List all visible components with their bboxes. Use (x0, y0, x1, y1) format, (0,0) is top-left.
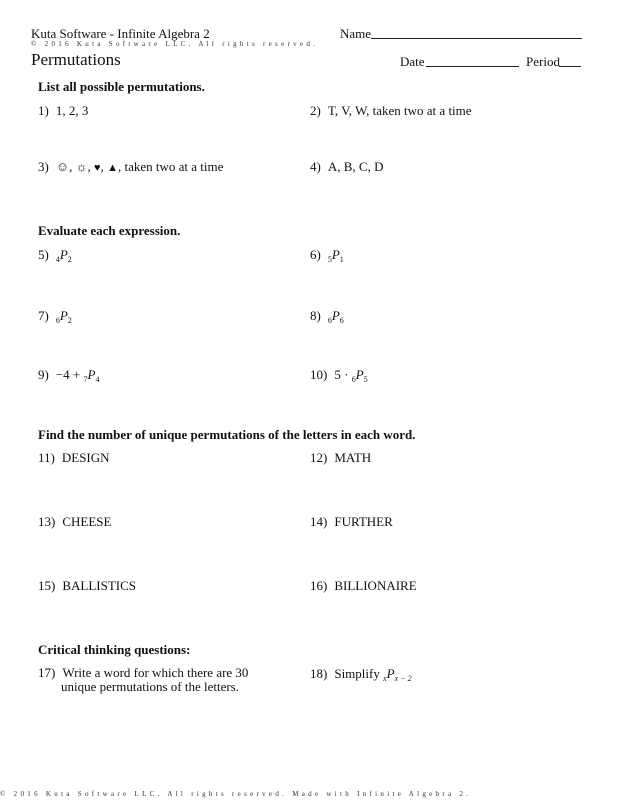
question-7 (38, 308, 72, 324)
perm-n: 7 (83, 375, 88, 384)
question-text: , taken two at a time (117, 159, 224, 174)
question-number: 15) (38, 578, 56, 593)
section-instruction: List all possible permutations. (38, 79, 205, 94)
question-9 (38, 367, 99, 383)
name-blank-line[interactable] (371, 38, 582, 39)
question-number: 1) (38, 103, 49, 118)
perm-n: 4 (55, 255, 60, 264)
question-number: 8) (310, 308, 321, 323)
question-11 (38, 450, 110, 466)
perm-symbol: P (331, 247, 340, 262)
perm-r: 5 (363, 375, 368, 384)
question-text: A, B, C, D (327, 159, 384, 174)
perm-r: 6 (339, 316, 344, 325)
question-13 (38, 514, 111, 530)
question-1 (38, 103, 88, 119)
question-number: 17) (38, 665, 56, 680)
perm-symbol: P (59, 308, 68, 323)
question-text: DESIGN (61, 450, 110, 465)
question-16 (310, 578, 417, 594)
perm-symbol: P (59, 247, 68, 262)
heart-icon: ♥ (94, 162, 101, 174)
expression-prefix: 5 · (334, 367, 352, 382)
question-number: 11) (38, 450, 55, 465)
perm-symbol: P (87, 367, 96, 382)
perm-n: 5 (327, 255, 332, 264)
question-number: 13) (38, 514, 56, 529)
question-number: 16) (310, 578, 328, 593)
perm-n: 6 (327, 316, 332, 325)
perm-r: 2 (67, 316, 72, 325)
perm-symbol: P (355, 367, 364, 382)
question-text: BALLISTICS (62, 578, 137, 593)
question-5 (38, 247, 72, 263)
question-3: 3) ☺, ☼, ♥, ▲, taken two at a time (38, 159, 224, 174)
section-instruction: Critical thinking questions: (38, 642, 191, 657)
section-instruction: Evaluate each expression. (38, 223, 181, 238)
question-15 (38, 578, 136, 594)
sun-icon: ☼ (75, 159, 88, 174)
period-label: Period (526, 54, 560, 69)
perm-r: 2 (67, 255, 72, 264)
question-text: T, V, W, taken two at a time (327, 103, 472, 118)
copyright-top: © 2016 Kuta Software LLC. All rights reserved. (31, 40, 319, 48)
perm-symbol: P (331, 308, 340, 323)
perm-symbol: P (386, 666, 395, 681)
software-title: Kuta Software - Infinite Algebra 2 (31, 26, 210, 41)
perm-n: 6 (55, 316, 60, 325)
question-number: 2) (310, 103, 321, 118)
smiley-icon: ☺ (55, 159, 70, 174)
perm-n: x (383, 674, 387, 683)
perm-n: 6 (351, 375, 356, 384)
perm-r: 4 (95, 375, 100, 384)
question-number: 3) (38, 159, 49, 174)
expression-prefix: −4 + (55, 367, 84, 382)
date-blank-line[interactable] (426, 66, 519, 67)
question-2 (310, 103, 472, 119)
period-blank-line[interactable] (559, 66, 581, 67)
name-label: Name (340, 26, 372, 41)
question-text: FURTHER (334, 514, 393, 529)
question-number: 4) (310, 159, 321, 174)
question-text-line1: Write a word for which there are 30 (62, 665, 249, 680)
question-text: CHEESE (62, 514, 112, 529)
question-number: 18) (310, 666, 328, 681)
question-10 (310, 367, 368, 383)
question-text: BILLIONAIRE (334, 578, 417, 593)
question-number: 14) (310, 514, 328, 529)
expression-prefix: Simplify (334, 666, 384, 681)
question-number: 6) (310, 247, 321, 262)
question-12 (310, 450, 371, 466)
question-18 (310, 666, 412, 682)
triangle-icon: ▲ (107, 162, 118, 174)
perm-r: 1 (339, 255, 344, 264)
question-number: 7) (38, 308, 49, 323)
date-label: Date (400, 54, 425, 69)
question-text: 1, 2, 3 (55, 103, 89, 118)
footer-copyright: © 2016 Kuta Software LLC. All rights reserved. Made with Infinite Algebra 2. (0, 790, 472, 798)
question-17 (38, 666, 248, 694)
question-number: 5) (38, 247, 49, 262)
question-8 (310, 308, 344, 324)
perm-r: x − 2 (394, 674, 412, 683)
question-4 (310, 159, 383, 175)
question-number: 10) (310, 367, 328, 382)
section-instruction: Find the number of unique permutations of the letters in each word. (38, 427, 416, 442)
question-number: 12) (310, 450, 328, 465)
question-6 (310, 247, 344, 263)
question-14 (310, 514, 393, 530)
question-number: 9) (38, 367, 49, 382)
question-text-line2: unique permutations of the letters. (61, 679, 239, 694)
question-text: MATH (334, 450, 372, 465)
worksheet-title: Permutations (31, 50, 121, 69)
